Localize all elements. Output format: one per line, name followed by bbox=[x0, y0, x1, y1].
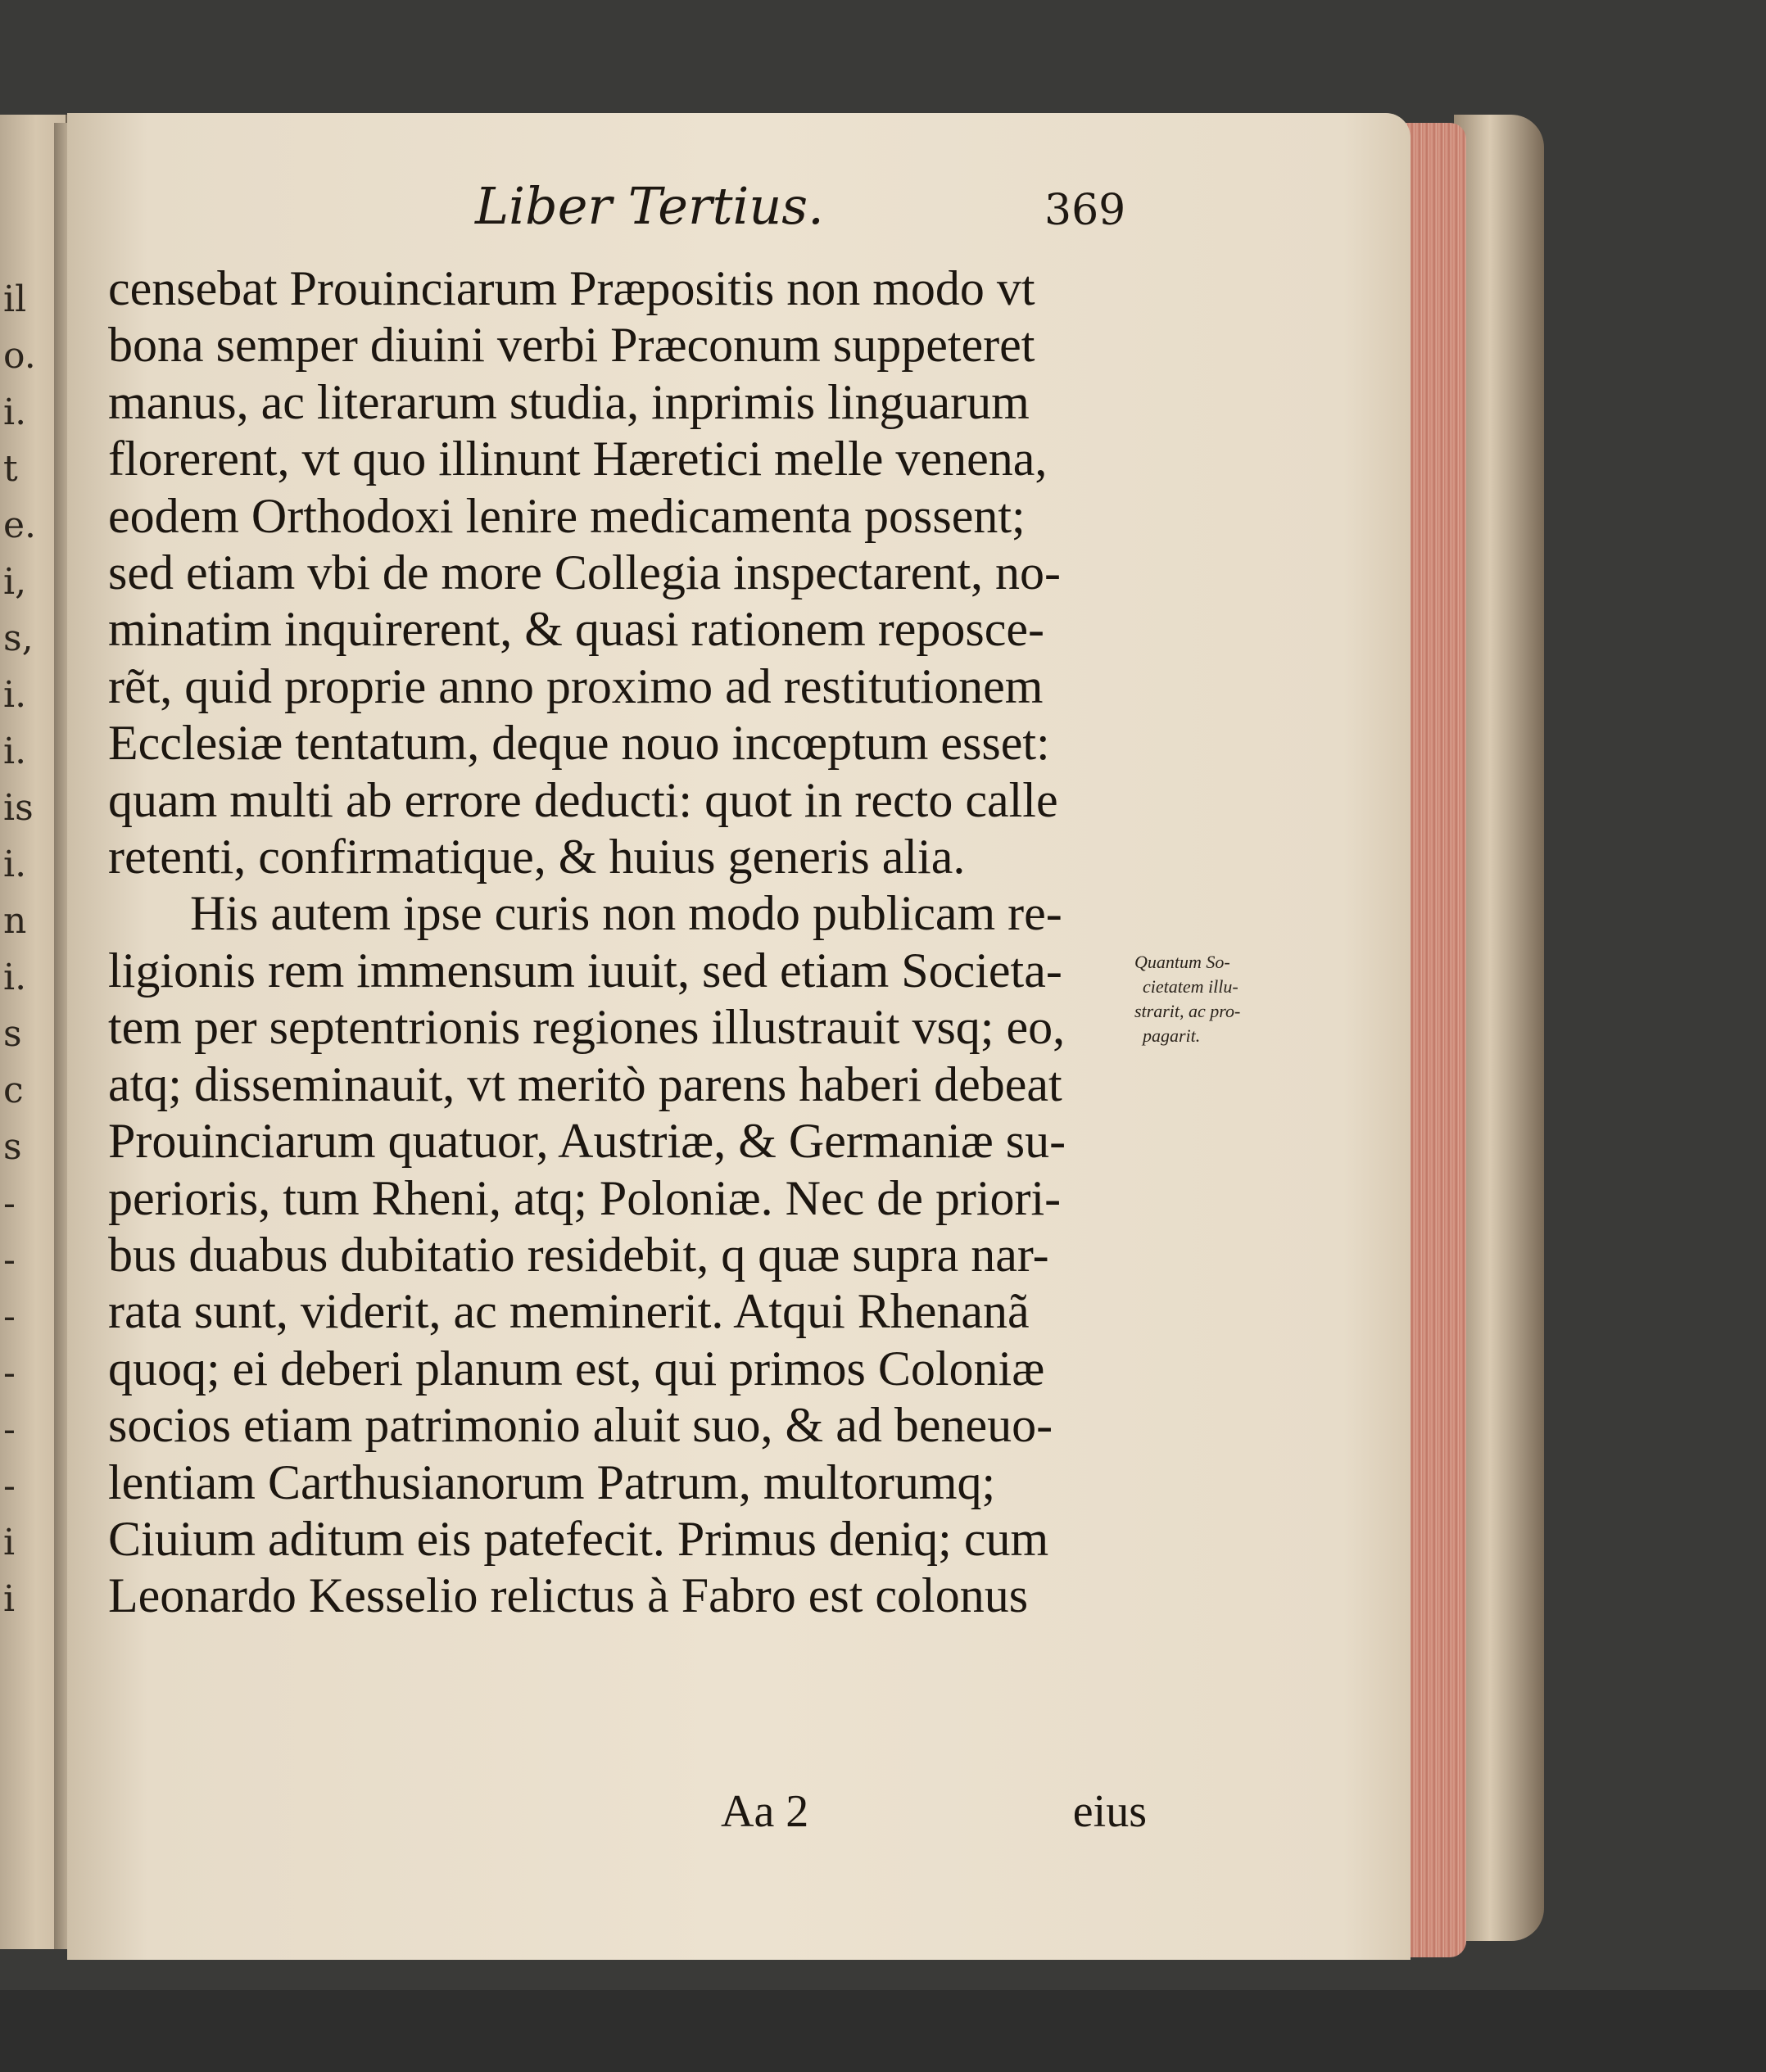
facing-page-fragment: - bbox=[3, 1239, 16, 1281]
page-number: 369 bbox=[1044, 186, 1126, 235]
facing-page-fragment: il bbox=[3, 278, 27, 320]
text-line: Prouinciarum quatuor, Austriæ, & Germaniæ su- bbox=[108, 1114, 1066, 1169]
running-head: Liber Tertius. bbox=[475, 176, 824, 236]
facing-page-fragment: - bbox=[3, 1352, 16, 1394]
text-line: sed etiam vbi de more Collegia inspectarent, no- bbox=[108, 545, 1061, 600]
text-line: quoq; ei deberi planum est, qui primos Coloniæ bbox=[108, 1341, 1045, 1396]
catchword: eius bbox=[1072, 1786, 1147, 1837]
signature-mark: Aa 2 bbox=[721, 1786, 809, 1837]
text-line: florerent, vt quo illinunt Hæretici melle venena, bbox=[108, 432, 1048, 486]
text-line: quam multi ab errore deducti: quot in recto calle bbox=[108, 772, 1058, 827]
text-line: Ecclesiæ tentatum, deque nouo incœptum esset: bbox=[108, 716, 1050, 771]
facing-page-fragment: s bbox=[3, 1013, 22, 1055]
text-line: manus, ac literarum studia, inprimis linguarum bbox=[108, 374, 1030, 429]
body-text bbox=[108, 260, 1165, 1625]
text-line: socios etiam patrimonio aluit suo, & ad beneuo- bbox=[108, 1398, 1053, 1453]
text-line: Leonardo Kesselio relictus à Fabro est colonus bbox=[108, 1568, 1029, 1623]
book-cover-edge bbox=[1454, 115, 1544, 1941]
marginal-note-line: Quantum So- bbox=[1134, 952, 1230, 972]
text-line: ligionis rem immensum iuuit, sed etiam Societa- bbox=[108, 943, 1062, 998]
facing-page-fragment: c bbox=[3, 1070, 24, 1111]
text-line: rata sunt, viderit, ac meminerit. Atqui Rhenanã bbox=[108, 1284, 1030, 1339]
facing-page-fragment: - bbox=[3, 1296, 16, 1337]
facing-page-fragment: t bbox=[3, 448, 18, 490]
facing-page-fragment: i. bbox=[3, 957, 27, 998]
text-line: perioris, tum Rheni, atq; Poloniæ. Nec de priori- bbox=[108, 1170, 1062, 1225]
facing-page-fragment: i bbox=[3, 1578, 16, 1620]
background-bottom bbox=[0, 1990, 1766, 2072]
facing-page-fragment: i bbox=[3, 1522, 16, 1563]
page-header bbox=[475, 176, 1147, 250]
text-line: bus duabus dubitatio residebit, q quæ supra nar- bbox=[108, 1227, 1049, 1282]
facing-page-fragment: n bbox=[3, 900, 27, 942]
text-line: minatim inquirerent, & quasi rationem reposce- bbox=[108, 602, 1044, 657]
text-line: Ciuium aditum eis patefecit. Primus deniq; cum bbox=[108, 1511, 1049, 1566]
text-line: rẽt, quid proprie anno proximo ad restitutionem bbox=[108, 658, 1044, 713]
facing-page-fragment: - bbox=[3, 1183, 16, 1224]
text-line: eodem Orthodoxi lenire medicamenta possent; bbox=[108, 488, 1026, 543]
facing-page-fragment: i. bbox=[3, 674, 27, 716]
marginal-note-line: strarit, ac pro- bbox=[1134, 1001, 1241, 1021]
text-line: bona semper diuini verbi Præconum suppeteret bbox=[108, 318, 1035, 373]
facing-page-fragment: e. bbox=[3, 504, 37, 546]
facing-page-fragment: i. bbox=[3, 844, 27, 885]
text-line: tem per septentrionis regiones illustrauit vsq; eo, bbox=[108, 1000, 1066, 1055]
text-line: censebat Prouinciarum Præpositis non modo vt bbox=[108, 261, 1035, 315]
facing-page-fragment: is bbox=[3, 787, 34, 829]
facing-page-fragment: - bbox=[3, 1409, 16, 1450]
facing-page-fragment: s, bbox=[3, 618, 34, 659]
facing-page-fragment: i, bbox=[3, 561, 27, 603]
facing-page-fragment: o. bbox=[3, 335, 36, 377]
facing-page-fragment: i. bbox=[3, 391, 27, 433]
text-line: retenti, confirmatique, & huius generis alia. bbox=[108, 830, 966, 884]
text-line: atq; disseminauit, vt meritò parens haberi debeat bbox=[108, 1056, 1062, 1111]
text-line: His autem ipse curis non modo publicam re- bbox=[190, 886, 1062, 941]
marginal-note bbox=[1134, 950, 1331, 1048]
facing-page-fragment: s bbox=[3, 1126, 22, 1168]
facing-page-fragment: - bbox=[3, 1465, 16, 1507]
marginal-note-line: pagarit. bbox=[1143, 1025, 1201, 1046]
text-line: lentiam Carthusianorum Patrum, multorumq; bbox=[108, 1454, 996, 1509]
page-footer bbox=[721, 1785, 1147, 1843]
marginal-note-line: cietatem illu- bbox=[1143, 976, 1238, 997]
facing-page-fragment: i. bbox=[3, 731, 27, 772]
